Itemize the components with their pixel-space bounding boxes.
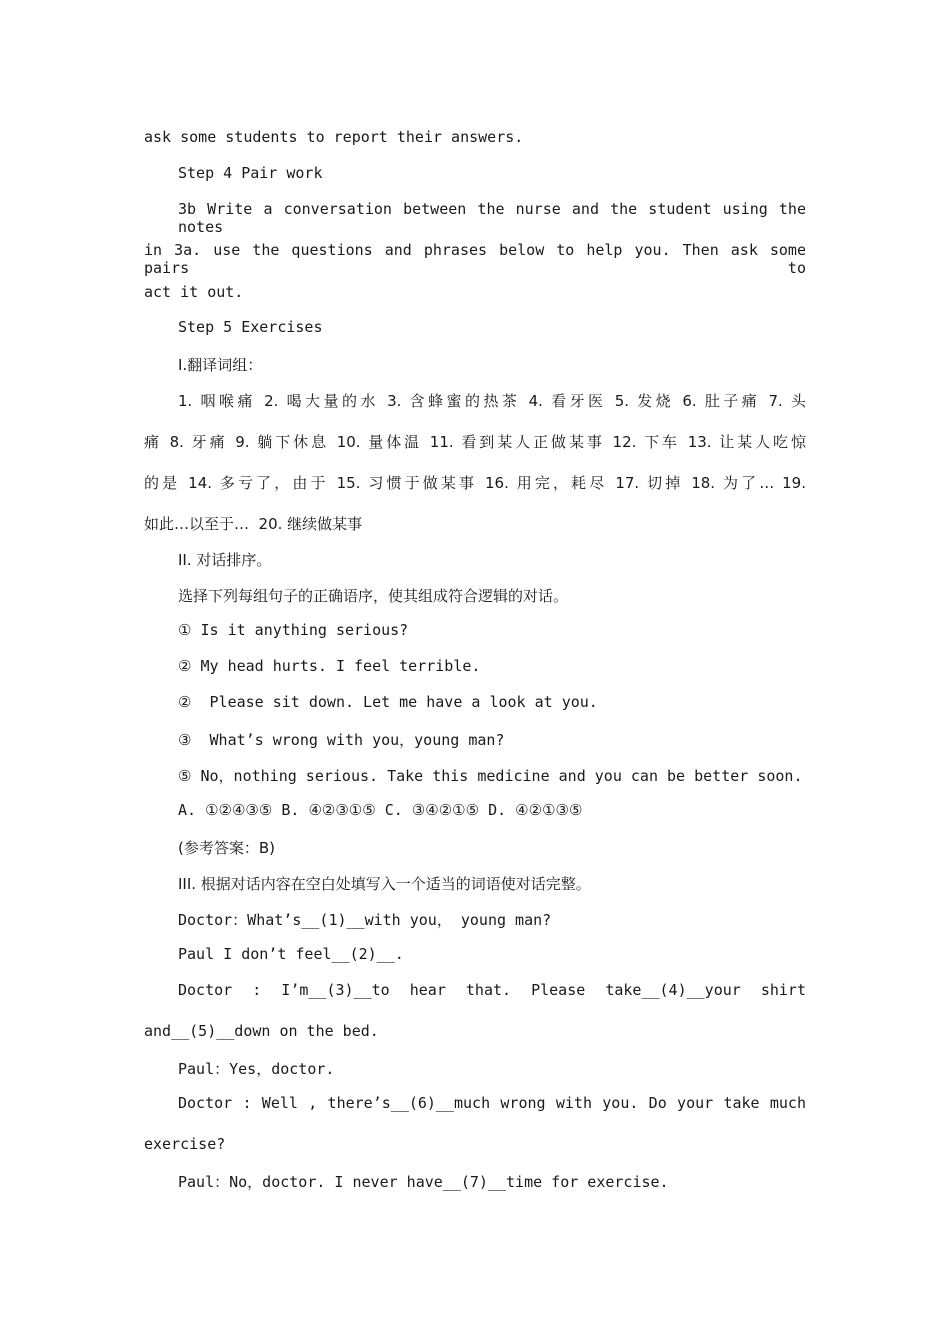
text-line: 的是 14. 多亏了，由于 15. 习惯于做某事 16. 用完，耗尽 17. 切掉 18. 为了… 19. xyxy=(144,474,806,492)
dialogue-line: Paul：Yes，doctor. xyxy=(178,1060,335,1078)
section-heading: III. 根据对话内容在空白处填写入一个适当的词语使对话完整。 xyxy=(178,875,591,893)
dialogue-line: ⑤ No，nothing serious. Take this medicine and you can be better soon. xyxy=(178,767,803,785)
dialogue-line: Doctor：What’s__(1)__with you， young man? xyxy=(178,911,552,929)
dialogue-line: exercise? xyxy=(144,1135,226,1153)
dialogue-line: and__(5)__down on the bed. xyxy=(144,1022,379,1040)
section-heading: II. 对话排序。 xyxy=(178,551,272,569)
reference-answer: (参考答案：B) xyxy=(178,839,275,857)
instruction-text: 选择下列每组句子的正确语序，使其组成符合逻辑的对话。 xyxy=(178,587,569,605)
dialogue-line: Paul I don’t feel__(2)__. xyxy=(178,945,404,963)
dialogue-line: ② My head hurts. I feel terrible. xyxy=(178,657,481,675)
answer-options: A. ①②④③⑤ B. ④②③①⑤ C. ③④②①⑤ D. ④②①③⑤ xyxy=(178,801,583,819)
step4-heading: Step 4 Pair work xyxy=(178,164,323,182)
step5-heading: Step 5 Exercises xyxy=(178,318,323,336)
text-line: ask some students to report their answers. xyxy=(144,128,524,146)
text-line: 如此…以至于… 20. 继续做某事 xyxy=(144,515,363,533)
text-line: 痛 8. 牙痛 9. 躺下休息 10. 量体温 11. 看到某人正做某事 12. 下车 13. 让某人吃惊 xyxy=(144,433,806,451)
text-line: 1. 咽喉痛 2. 喝大量的水 3. 含蜂蜜的热茶 4. 看牙医 5. 发烧 6. 肚子痛 7. 头 xyxy=(178,392,806,410)
dialogue-line: Doctor : I’m__(3)__to hear that. Please take__(4)__your shirt xyxy=(178,981,806,999)
dialogue-line: Doctor : Well , there’s__(6)__much wrong with you. Do your take much xyxy=(178,1094,806,1112)
dialogue-line: ③ What’s wrong with you，young man? xyxy=(178,731,505,749)
dialogue-line: ① Is it anything serious? xyxy=(178,621,409,639)
dialogue-line: Paul：No，doctor. I never have__(7)__time for exercise. xyxy=(178,1173,669,1191)
dialogue-line: ② Please sit down. Let me have a look at you. xyxy=(178,693,598,711)
text-line: in 3a. use the questions and phrases below to help you. Then ask some pairs to xyxy=(144,241,806,277)
text-line: act it out. xyxy=(144,283,244,301)
text-line: 3b Write a conversation between the nurse and the student using the notes xyxy=(178,200,806,236)
section-heading: I.翻译词组： xyxy=(178,356,263,374)
